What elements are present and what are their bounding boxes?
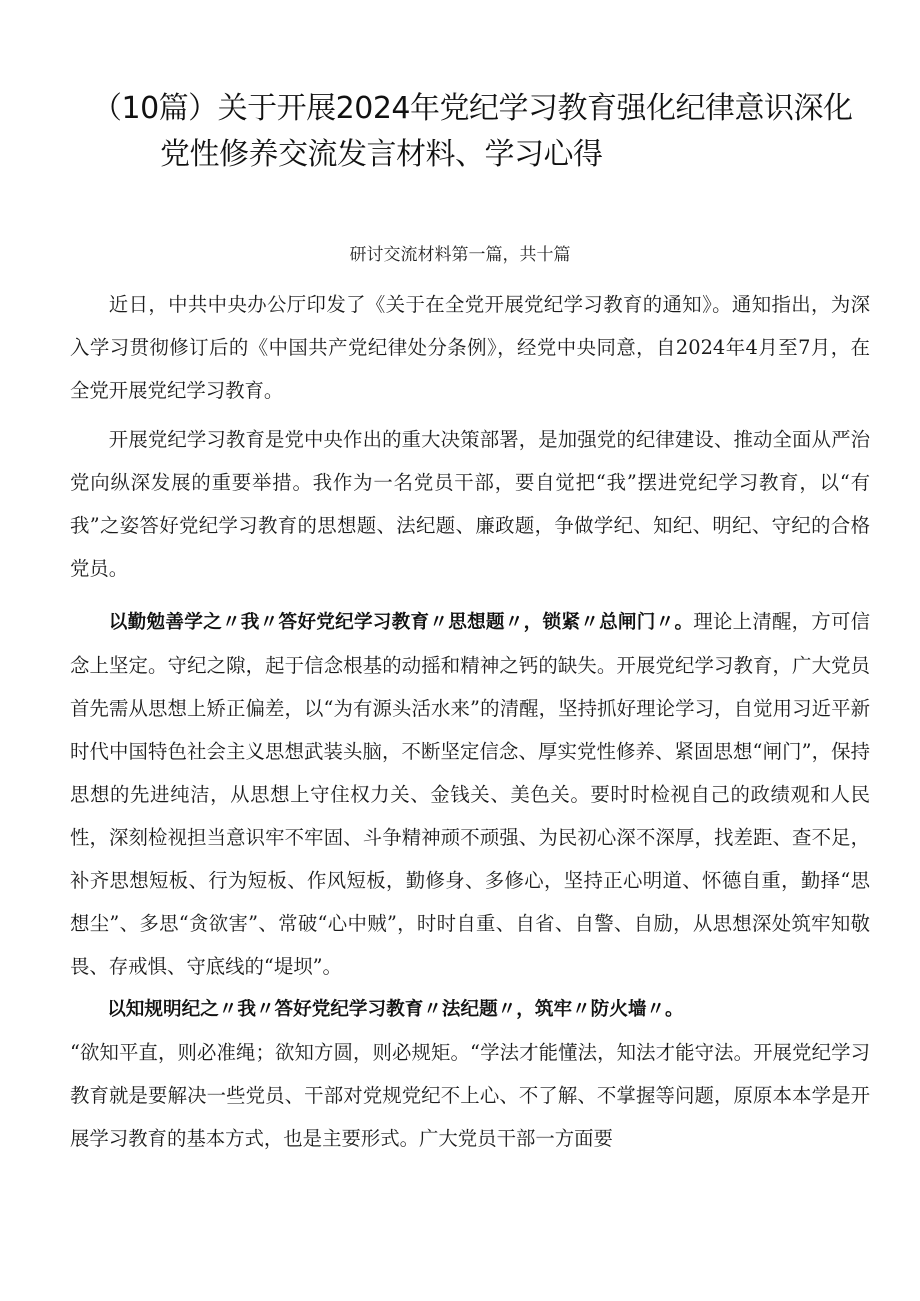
- paragraph-significance: 开展党纪学习教育是党中央作出的重大决策部署，是加强党的纪律建设、推动全面从严治党向纵深发展的重要举措。我作为一名党员干部，要自觉把“我”摆进党纪学习教育，以“有我”之姿答好党纪学习教育的思想题、法纪题、廉政题，争做学纪、知纪、明纪、守纪的合格党员。: [70, 428, 870, 580]
- section-heading-thought: 以勤勉善学之〃我〃答好党纪学习教育〃思想题〃，锁紧〃总闸门〃。: [108, 612, 694, 633]
- paragraph-law-body: “欲知平直，则必准绳；欲知方圆，则必规矩。“学法才能懂法，知法才能守法。开展党纪学习教育就是要解决一些党员、干部对党规党纪不上心、不了解、不掌握等问题，原原本本学是开展学习教育的基本方式，也是主要形式。广大党员干部一方面要: [70, 1041, 870, 1150]
- paragraph-thought: [70, 600, 870, 988]
- document-body: [70, 283, 870, 1160]
- title-line-2: 党性修养交流发言材料、学习心得: [160, 137, 603, 172]
- section-heading-law: 以知规明纪之〃我〃答好党纪学习教育〃法纪题〃，筑牢〃防火墙〃。: [107, 999, 684, 1020]
- section-subtitle: 研讨交流材料第一篇，共十篇: [349, 245, 571, 265]
- document-title: [92, 86, 862, 178]
- title-line-1: （10篇）关于开展2024年党纪学习教育强化纪律意识深化: [92, 91, 853, 126]
- paragraph-thought-body: 理论上清醒，方可信念上坚定。守纪之隙，起于信念根基的动摇和精神之钙的缺失。开展党纪学习教育，广大党员首先需从思想上矫正偏差，以“为有源头活水来”的清醒，坚持抓好理论学习，自觉用习近平新时代中国特色社会主义思想武装头脑，不断坚定信念、厚实党性修养、紧固思想“闸门”，保持思想的先进纯洁，从思想上守住权力关、金钱关、美色关。要时时检视自己的政绩观和人民性，深刻检视担当意识牢不牢固、斗争精神顽不顽强、为民初心深不深厚，找差距、查不足，补齐思想短板、行为短板、作风短板，勤修身、多修心，坚持正心明道、怀德自重，勤择“思想尘”、多思“贪欲害”、常破“心中贼”，时时自重、自省、自警、自励，从思想深处筑牢知敬畏、存戒惧、守底线的“堤坝”。: [70, 610, 870, 978]
- paragraph-intro: 近日，中共中央办公厅印发了《关于在全党开展党纪学习教育的通知》。通知指出，为深入学习贯彻修订后的《中国共产党纪律处分条例》，经党中央同意，自2024年4月至7月，在全党开展党纪学习教育。: [70, 293, 870, 402]
